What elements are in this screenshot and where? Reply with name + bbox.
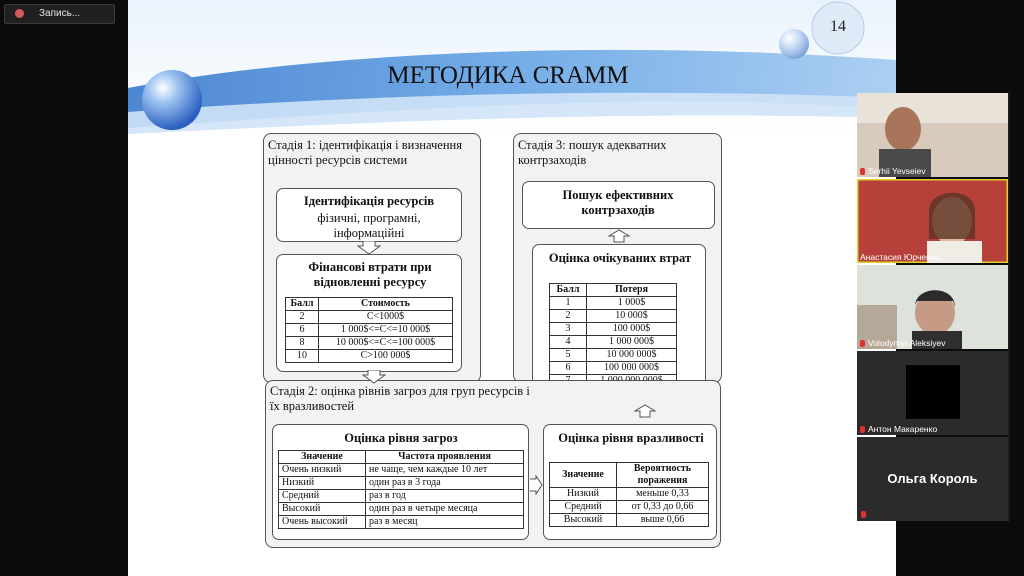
arrow-right-icon <box>529 475 543 495</box>
vulnerability-level-table <box>549 462 709 527</box>
record-icon <box>15 9 24 18</box>
table-header: Вероятность поражения <box>617 463 709 488</box>
participant-name: Анастасия Юрченко <box>860 252 940 262</box>
mic-muted-icon <box>860 426 865 433</box>
table-row: 3 100 000$ <box>550 323 677 336</box>
countermeasures-title: Пошук ефективних контрзаходів <box>562 188 674 217</box>
table-row: 10 C>100 000$ <box>286 350 453 363</box>
participant-name: Ольга Король <box>887 471 978 486</box>
table-row: 6 1 000$<=C<=10 000$ <box>286 324 453 337</box>
table-row: Средний раз в год <box>279 490 524 503</box>
recording-indicator[interactable] <box>4 4 115 24</box>
table-row: 5 10 000 000$ <box>550 349 677 362</box>
threat-level-box <box>272 424 529 540</box>
threat-level-title: Оцінка рівня загроз <box>344 431 458 445</box>
table-row: Очень низкий не чаще, чем каждые 10 лет <box>279 464 524 477</box>
mic-muted-icon <box>860 168 865 175</box>
shared-slide <box>128 0 896 576</box>
table-header: Стоимость <box>319 298 453 311</box>
participant-tile-2[interactable] <box>857 179 1008 263</box>
table-row: 2 10 000$ <box>550 310 677 323</box>
table-header: Балл <box>550 284 587 297</box>
arrow-down-icon <box>357 241 381 255</box>
participant-video <box>857 93 1008 177</box>
arrow-down-icon <box>362 370 386 384</box>
mic-muted-icon <box>861 511 866 518</box>
table-row: Высокий выше 0,66 <box>550 514 709 527</box>
arrow-up-icon <box>634 404 656 418</box>
table-row: Низкий меньше 0,33 <box>550 488 709 501</box>
page-number: 14 <box>830 18 846 35</box>
financial-losses-table <box>285 297 453 363</box>
table-header: Значение <box>550 463 617 488</box>
table-row: 4 1 000 000$ <box>550 336 677 349</box>
stage-2-title: Стадія 2: оцінка рівнів загроз для груп ресурсів і їх вразливостей <box>270 384 530 413</box>
participant-tile-3[interactable] <box>857 265 1008 349</box>
participant-tile-5[interactable] <box>857 437 1008 521</box>
expected-losses-table <box>549 283 677 388</box>
table-row: 2 C<1000$ <box>286 311 453 324</box>
financial-losses-box <box>276 254 462 372</box>
participant-name: Serhii Yevseiev <box>860 166 926 176</box>
vulnerability-level-box <box>543 424 717 540</box>
table-header: Потеря <box>587 284 677 297</box>
table-row: Очень высокий раз в месяц <box>279 516 524 529</box>
participant-video <box>857 179 1008 263</box>
stage-3-title: Стадія 3: пошук адекватних контрзаходів <box>518 138 667 167</box>
arrow-up-icon <box>608 229 630 243</box>
table-row: 8 10 000$<=C<=100 000$ <box>286 337 453 350</box>
table-header: Балл <box>286 298 319 311</box>
participant-tile-4[interactable] <box>857 351 1008 435</box>
mic-muted-icon <box>860 340 865 347</box>
stage-1-title: Стадія 1: ідентифікація і визначення цінності ресурсів системи <box>268 138 462 167</box>
vulnerability-level-title: Оцінка рівня вразливості <box>558 431 704 445</box>
table-row: Высокий один раз в четыре месяца <box>279 503 524 516</box>
recording-label: Запись... <box>39 8 81 19</box>
threat-level-table <box>278 450 524 529</box>
table-row: Низкий один раз в 3 года <box>279 477 524 490</box>
countermeasures-box <box>522 181 715 229</box>
participant-name: Антон Макаренко <box>860 424 937 434</box>
identify-resources-box <box>276 188 462 242</box>
table-row: Средний от 0,33 до 0,66 <box>550 501 709 514</box>
identify-resources-title: Ідентифікація ресурсів <box>303 194 435 208</box>
gallery-scrollbar[interactable] <box>1008 92 1010 522</box>
financial-losses-title: Фінансові втрати при відновленні ресурсу <box>308 260 432 289</box>
participant-name: Volodymyr Aleksiyev <box>860 338 945 348</box>
identify-resources-subtitle: фізичні, програмні, інформаційні <box>317 211 421 240</box>
table-header: Частота проявления <box>366 451 524 464</box>
table-row: 6 100 000 000$ <box>550 362 677 375</box>
expected-losses-title: Оцінка очікуваних втрат <box>548 251 692 265</box>
participant-tile-1[interactable] <box>857 93 1008 177</box>
slide-title: МЕТОДИКА CRAMM <box>387 62 629 89</box>
table-header: Значение <box>279 451 366 464</box>
participant-video <box>857 265 1008 349</box>
table-row: 1 1 000$ <box>550 297 677 310</box>
avatar <box>906 365 960 419</box>
